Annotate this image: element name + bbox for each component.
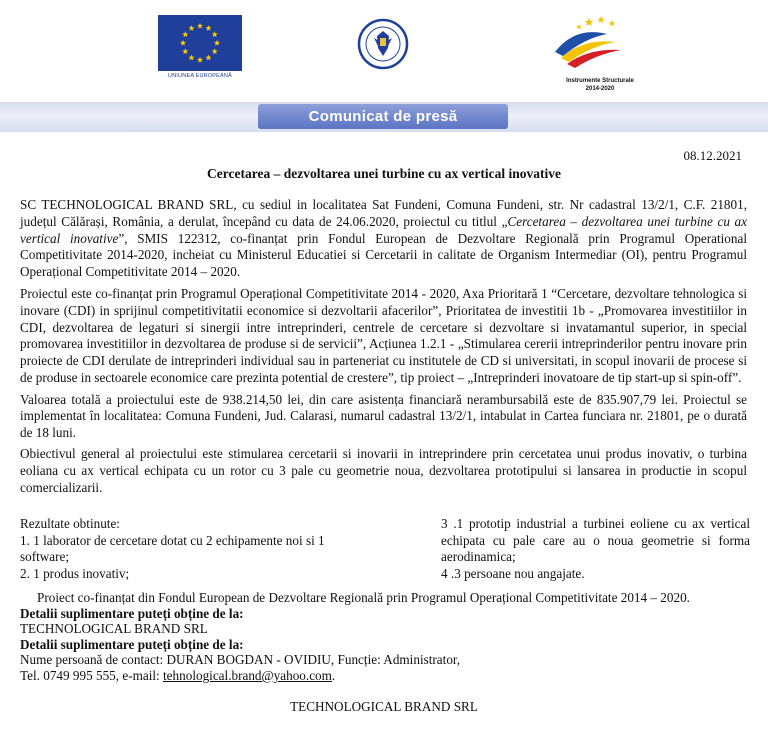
eu-star-icon xyxy=(212,31,218,37)
eu-caption: UNIUNEA EUROPEANĂ xyxy=(168,73,232,79)
document-title: Cercetarea – dezvoltarea unei turbine cu ax vertical inovative xyxy=(207,166,561,181)
results-left-column xyxy=(20,516,355,582)
paragraph-value: Valoarea totală a proiectului este de 938.214,50 lei, din care asistența financiară nerambursabilă este de 835.907,79 lei. Proiectul se implementat în localitatea: Comuna Fundeni, Jud. Calarasi, numarul cadastral 13/2/1, intabulat in Cartea funciara nr. 21801, pe o durată de 18 luni. xyxy=(20,391,747,440)
footer-company: TECHNOLOGICAL BRAND SRL xyxy=(290,699,478,714)
contact-phone-email xyxy=(20,668,760,684)
government-seal-logo xyxy=(357,18,409,75)
paragraph-company-a: SC TECHNOLOGICAL BRAND SRL, cu sediul in localitatea Sat Fundeni, Comuna Fundeni, str. Nr cadastral 13/2/1, C.F. 21801, județul Călărași, România, a derulat, începând cu data de 24.06.2020, proiectul cu titlul „ xyxy=(20,197,747,229)
cofinancing-note: Proiect co-finanțat din Fondul European de Dezvoltare Regională prin Programul Operațional Competitivitate 2014 – 2020. xyxy=(37,590,690,605)
eu-star-icon xyxy=(188,25,194,31)
results-heading: Rezultate obtinute: xyxy=(20,516,120,531)
structural-instruments-logo xyxy=(545,12,655,93)
eu-flag-icon xyxy=(158,15,242,71)
eu-star-icon xyxy=(180,40,186,46)
company-name: TECHNOLOGICAL BRAND SRL xyxy=(20,621,208,637)
paragraph-financing: Proiectul este co-finanțat prin Programul Operațional Competitivitate 2014 - 2020, Axa Prioritară 1 “Cercetare, dezvoltare tehnologica si inovare (CDI) in sprijinul competitivitatii economice si dezvoltarii afacerilor”, Prioritatea de investitii 1b - „Promovarea investitiilor in CDI, dezvoltarea de legaturi si sinergii intre intreprinderi, centrele de cercetare si dezvoltare si invatamantul superior, in special promovarea investitiilor in dezvoltarea de produse si de servicii”, Acțiunea 1.2.1 - „Stimularea cererii intreprinderilor pentru inovare prin proiecte de CDI derulate de intreprinderi individual sau in parteneriat cu institutele de CD si universitati, in scopul inovarii de procese si de produse in sectoarele economice care prezinta potential de crestere”, tip proiect – „Intreprinderi inovatoare de tip start-up si spin-off”. xyxy=(20,285,747,385)
eu-star-icon xyxy=(197,23,203,29)
eu-star-icon xyxy=(212,48,218,54)
eu-star-icon xyxy=(182,31,188,37)
result-item: 4 .3 persoane nou angajate. xyxy=(441,565,585,581)
eu-star-icon xyxy=(197,57,203,63)
document-body xyxy=(20,197,747,501)
structural-instruments-line-2: 2014-2020 xyxy=(585,86,615,92)
phone-text: Tel. 0749 995 555, e-mail: xyxy=(20,667,164,683)
paragraph-company xyxy=(20,197,747,281)
structural-instruments-caption xyxy=(545,77,655,93)
paragraph-objective: Obiectivul general al proiectului este stimularea cercetarii si inovarii in intreprindere prin cercetatea unui produs inovativ, o turbina eoliana cu ax vertical echipata cu un rotor cu 3 pale cu geometrie noua, dezvoltarea prototipului si lansarea in productie in scopul comercializarii. xyxy=(20,445,747,495)
structural-instruments-line-1: Instrumente Structurale xyxy=(566,78,634,84)
phone-suffix: . xyxy=(331,667,336,683)
banner-title: Comunicat de presă xyxy=(258,104,508,129)
eu-star-icon xyxy=(182,48,188,54)
paragraph-company-b: ”, SMIS 122312, co-finanțat prin Fondul European de Dezvoltare Regională prin Programul Operational Competitivitate 2014-2020, incheiat cu Ministerul Educatiei si Cercetarii in calitate de Organism Intermediar (OI), pentru Programul Operațional Competitivitate 2014 – 2020. xyxy=(20,230,747,280)
result-item: 2. 1 produs inovativ; xyxy=(20,565,130,581)
result-item: 3 .1 prototip industrial a turbinei eoliene cu ax vertical echipata cu pale care au o noua geometrie si forma aerodinamica; xyxy=(441,516,750,565)
eu-star-icon xyxy=(205,55,211,61)
eu-logo xyxy=(158,15,242,79)
release-date: 08.12.2021 xyxy=(683,148,742,163)
details-heading-repeat: Detalii suplimentare puteți obține de la: xyxy=(20,636,244,652)
government-seal-icon xyxy=(357,18,409,70)
eu-star-icon xyxy=(205,25,211,31)
eu-star-icon xyxy=(214,40,220,46)
details-heading: Detalii suplimentare puteți obține de la: xyxy=(20,605,244,621)
contact-section xyxy=(20,590,760,684)
contact-person: Nume persoană de contact: DURAN BOGDAN - OVIDIU, Funcție: Administrator, xyxy=(20,652,461,668)
project-title-italic: Cercetarea – dezvoltarea unei turbine cu ax vertical inovative xyxy=(20,213,748,246)
email-link[interactable]: tehnological.brand@yahoo.com xyxy=(163,667,332,683)
results-right-column xyxy=(441,516,750,582)
structural-instruments-icon xyxy=(545,12,655,72)
result-item: 1. 1 laborator de cercetare dotat cu 2 echipamente noi si 1 software; xyxy=(20,532,325,565)
press-release-banner xyxy=(0,102,768,132)
eu-star-icon xyxy=(188,55,194,61)
